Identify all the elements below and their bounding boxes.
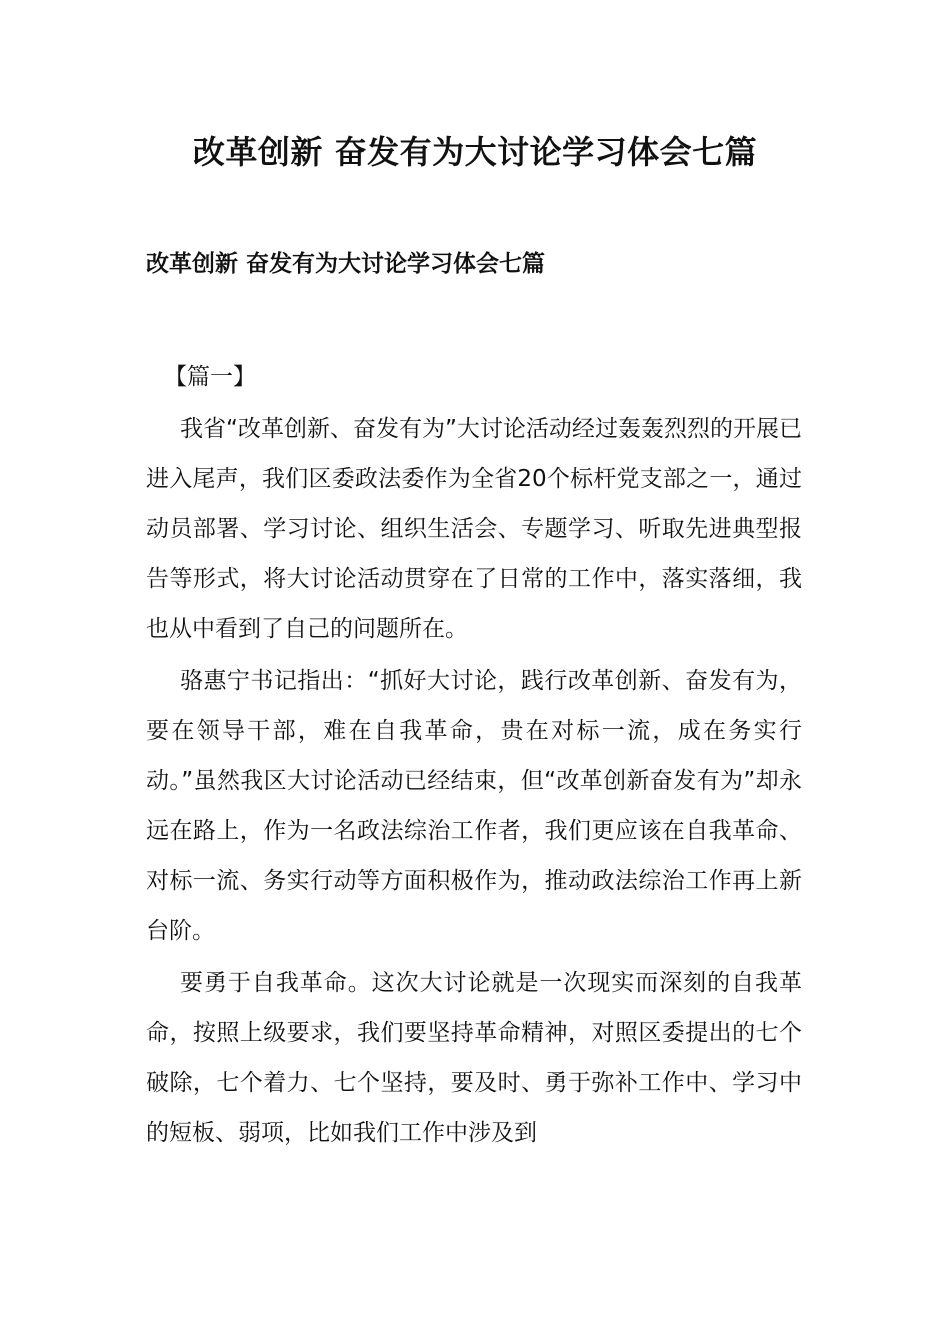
section-label: 【篇一】 — [164, 364, 256, 390]
document-body — [146, 352, 802, 1160]
document-title: 改革创新 奋发有为大讨论学习体会七篇 — [192, 133, 758, 171]
paragraph-1: 我省“改革创新、奋发有为”大讨论活动经过轰轰烈烈的开展已进入尾声，我们区委政法委作为全省20个标杆党支部之一，通过动员部署、学习讨论、组织生活会、专题学习、听取先进典型报告等形式，将大讨论活动贯穿在了日常的工作中，落实落细，我也从中看到了自己的问题所在。 — [146, 416, 802, 642]
paragraph-3: 要勇于自我革命。这次大讨论就是一次现实而深刻的自我革命，按照上级要求，我们要坚持革命精神，对照区委提出的七个破除，七个着力、七个坚持，要及时、勇于弥补工作中、学习中的短板、弱项，比如我们工作中涉及到 — [146, 970, 802, 1146]
paragraph-2: 骆惠宁书记指出：“抓好大讨论，践行改革创新、奋发有为，要在领导干部，难在自我革命，贵在对标一流，成在务实行动。”虽然我区大讨论活动已经结束，但“改革创新奋发有为”却永远在路上，作为一名政法综治工作者，我们更应该在自我革命、对标一流、务实行动等方面积极作为，推动政法综治工作再上新台阶。 — [146, 668, 802, 944]
document-subtitle: 改革创新 奋发有为大讨论学习体会七篇 — [146, 251, 546, 277]
